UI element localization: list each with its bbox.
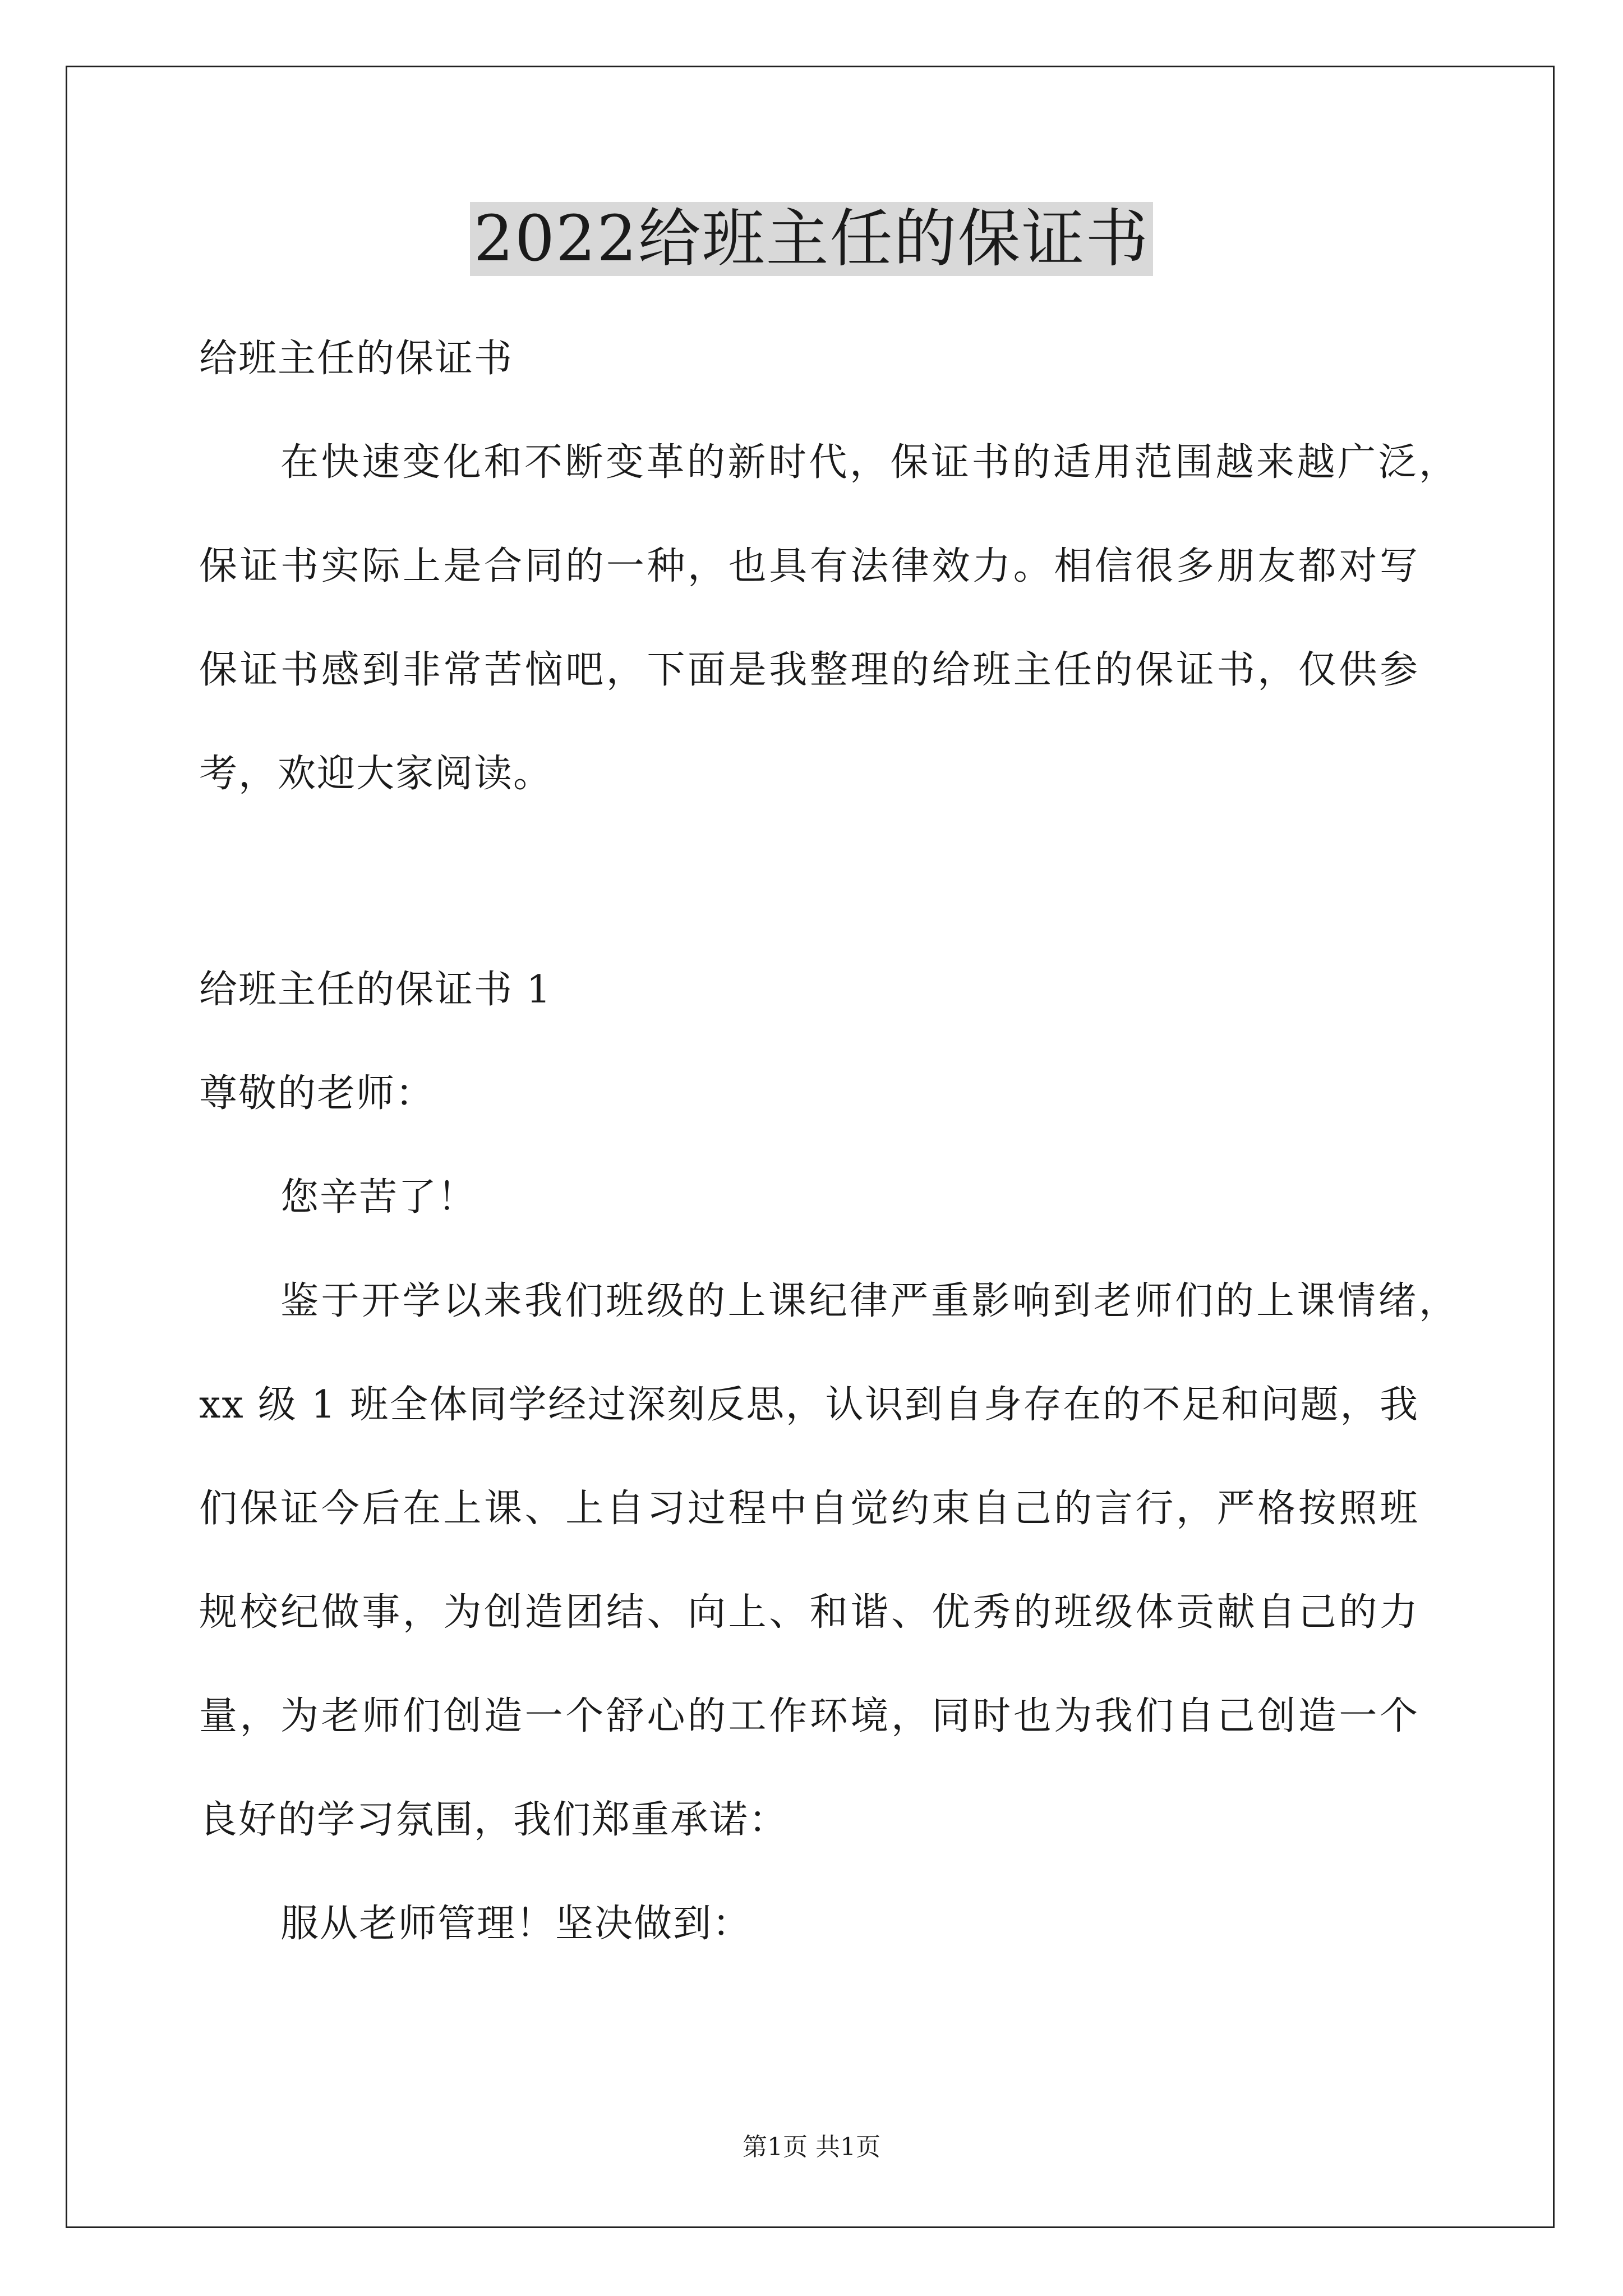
title-container	[0, 202, 1623, 276]
body-line: 考，欢迎大家阅读。	[199, 752, 553, 796]
body-line: 良好的学习氛围，我们郑重承诺：	[199, 1798, 789, 1842]
body-line: 量，为老师们创造一个舒心的工作环境，同时也为我们自己创造一个	[199, 1694, 1419, 1738]
page-footer: 第1页 共1页	[743, 2133, 880, 2161]
body-line: 您辛苦了！	[280, 1175, 477, 1220]
document-title: 2022给班主任的保证书	[470, 202, 1152, 276]
body-line: 们保证今后在上课、上自习过程中自觉约束自己的言行，严格按照班	[199, 1487, 1419, 1531]
body-line: 在快速变化和不断变革的新时代，保证书的适用范围越来越广泛，	[280, 440, 1458, 485]
body-line: 规校纪做事，为创造团结、向上、和谐、优秀的班级体贡献自己的力	[199, 1590, 1419, 1635]
body-line: 保证书实际上是合同的一种，也具有法律效力。相信很多朋友都对写	[199, 544, 1419, 588]
section-heading: 给班主任的保证书 1	[199, 968, 552, 1012]
body-line: 鉴于开学以来我们班级的上课纪律严重影响到老师们的上课情绪，	[280, 1279, 1458, 1323]
body-line: 服从老师管理！坚决做到：	[280, 1902, 752, 1946]
salutation: 尊敬的老师：	[199, 1071, 435, 1116]
body-line: xx 级 1 班全体同学经过深刻反思，认识到自身存在的不足和问题，我	[199, 1383, 1419, 1427]
body-line: 保证书感到非常苦恼吧，下面是我整理的给班主任的保证书，仅供参	[199, 648, 1419, 692]
subtitle-line: 给班主任的保证书	[199, 337, 514, 381]
